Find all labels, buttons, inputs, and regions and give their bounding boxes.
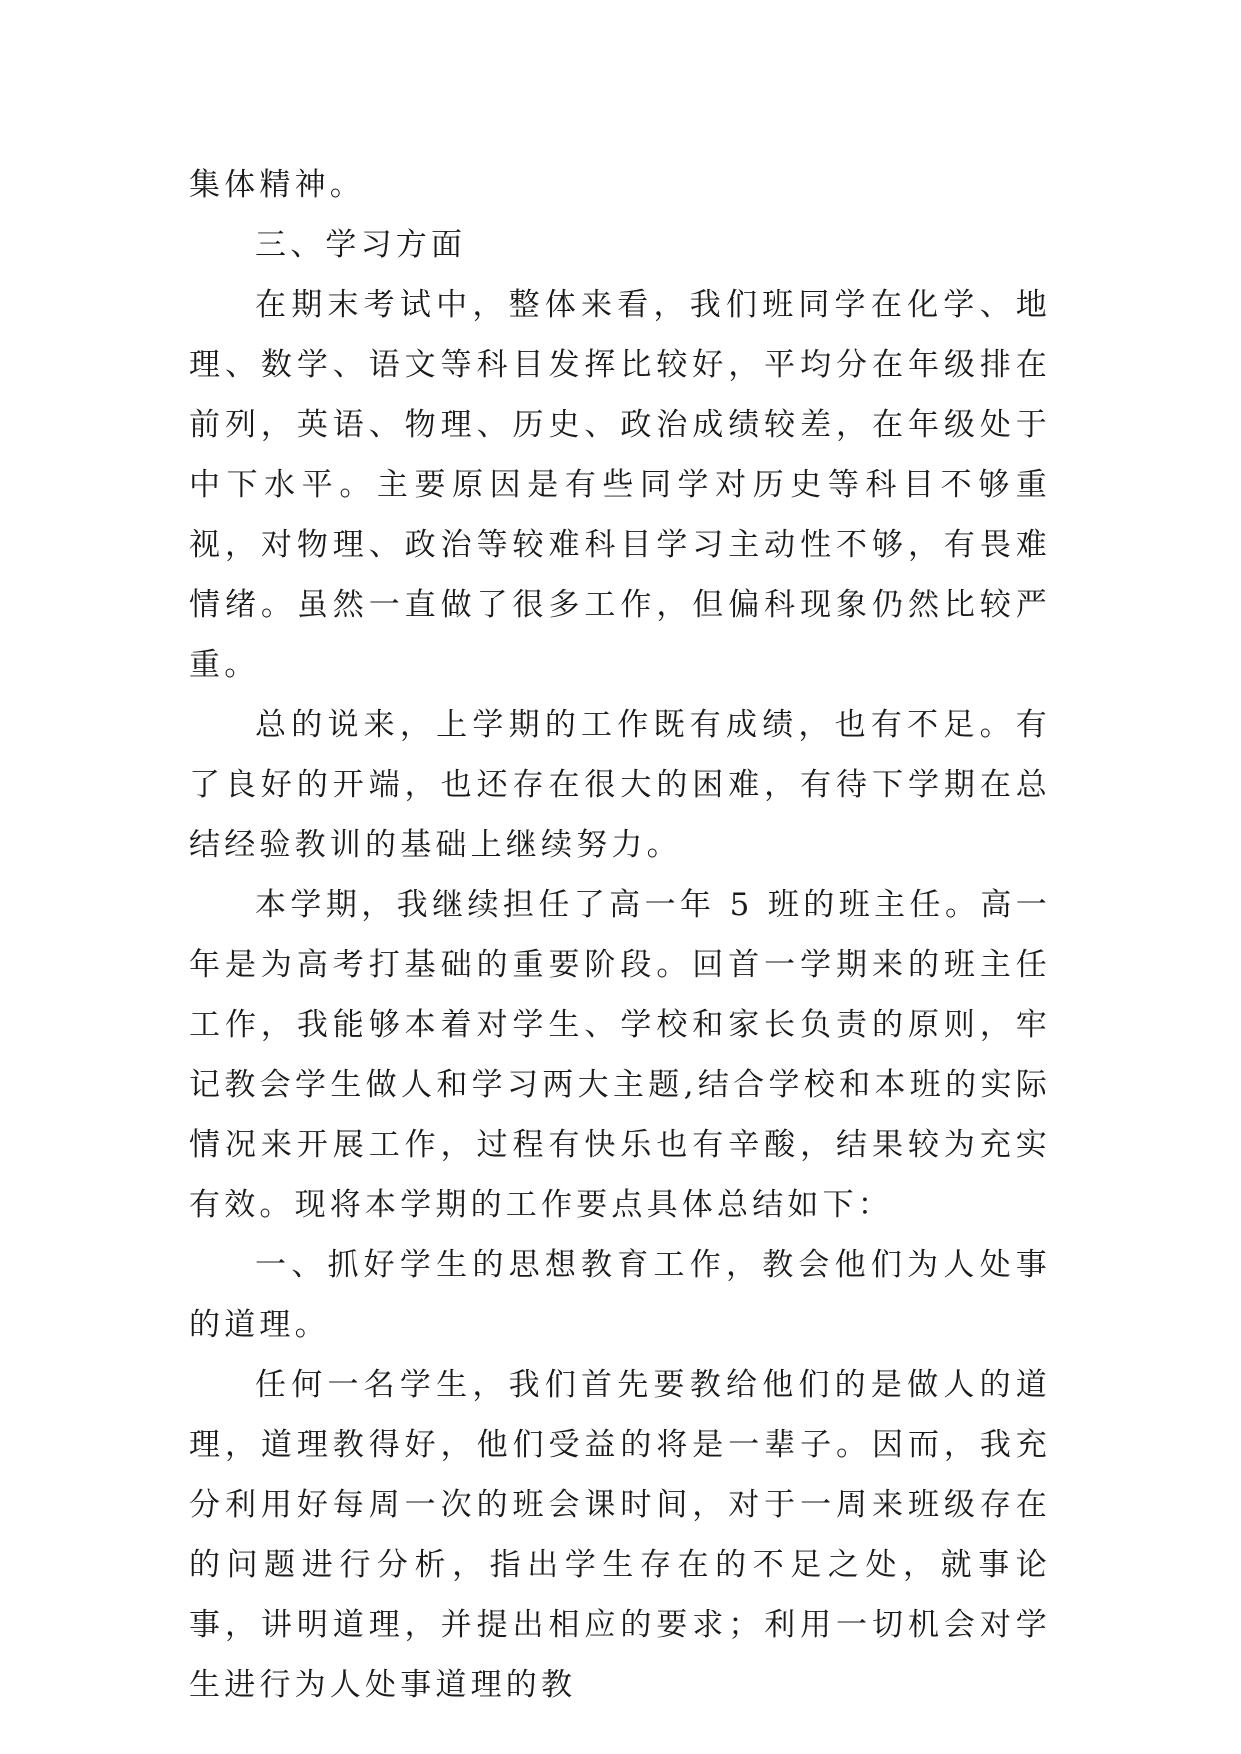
paragraph-summary: 总的说来，上学期的工作既有成绩，也有不足。有了良好的开端，也还存在很大的困难，有待下学期在总结经验教训的基础上继续努力。 xyxy=(189,707,1051,863)
section-heading-ideological-education: 一、抓好学生的思想教育工作，教会他们为人处事的道理。 xyxy=(189,1247,1051,1343)
paragraph-exam-results: 在期末考试中，整体来看，我们班同学在化学、地理、数学、语文等科目发挥比较好，平均分在年级排在前列，英语、物理、历史、政治成绩较差，在年级处于中下水平。主要原因是有些同学对历史等科目不够重视，对物理、政治等较难科目学习主动性不够，有畏难情绪。虽然一直做了很多工作，但偏科现象仍然比较严重。 xyxy=(189,287,1051,683)
document-body xyxy=(189,155,1051,1715)
section-heading-study: 三、学习方面 xyxy=(255,227,467,263)
paragraph-continuation: 集体精神。 xyxy=(189,167,365,203)
paragraph-teaching-principles: 任何一名学生，我们首先要教给他们的是做人的道理，道理教得好，他们受益的将是一辈子。因而，我充分利用好每周一次的班会课时间，对于一周来班级存在的问题进行分析，指出学生存在的不足之处，就事论事，讲明道理，并提出相应的要求；利用一切机会对学生进行为人处事道理的教 xyxy=(189,1367,1051,1703)
paragraph-semester-intro: 本学期，我继续担任了高一年 5 班的班主任。高一年是为高考打基础的重要阶段。回首一学期来的班主任工作，我能够本着对学生、学校和家长负责的原则，牢记教会学生做人和学习两大主题,结合学校和本班的实际情况来开展工作，过程有快乐也有辛酸，结果较为充实有效。现将本学期的工作要点具体总结如下： xyxy=(189,887,1051,1223)
